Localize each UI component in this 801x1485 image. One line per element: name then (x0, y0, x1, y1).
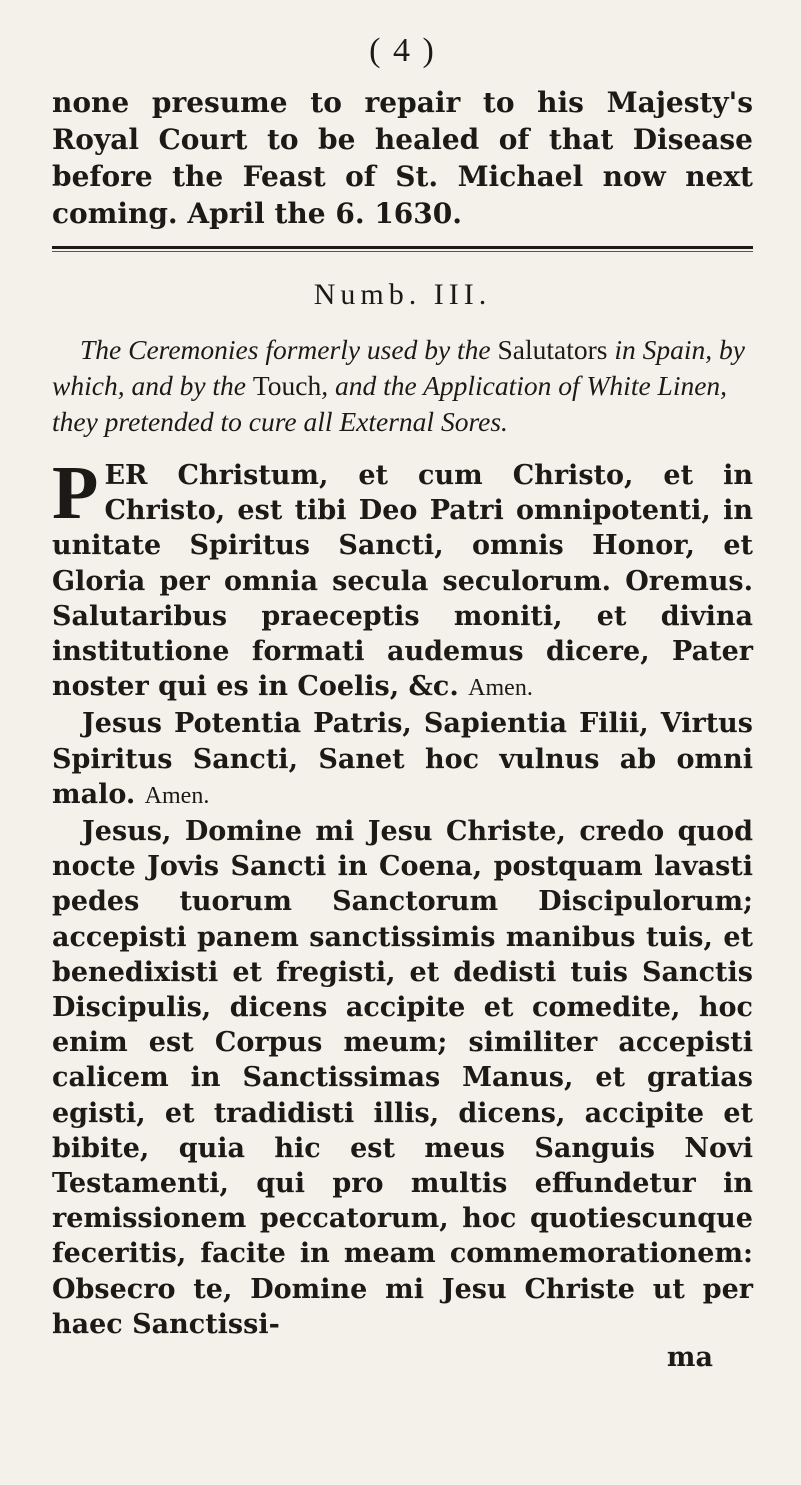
section-heading: Numb. III. (313, 278, 492, 311)
prayer-paragraph-3: Jesus, Domine mi Jesu Christe, credo quod nocte Jovis Sancti in Coena, postquam lavasti pedes tuorum Sanctorum Discipulorum; accepisti panem sanctissimis manibus tuis, et benedixisti et fregisti, et dedisti tuis Sanctis Discipulis, dicens accipite et comedite, hoc enim est Corpus meum; similiter accepisti calicem in Sanctissimas Manus, et gratias egisti, et tradidisti illis, dicens, accipite et bibite, quia hic est meus Sanguis Novi Testamenti, qui pro multis effundetur in remissionem peccatorum, hoc quotiescunque feceritis, facite in meam commemorationem: Obsecro te, Domine mi Jesu Christe ut per haec Sanctissi- (52, 816, 753, 1340)
amen-1: Amen. (468, 675, 533, 702)
section-subtitle (52, 332, 753, 440)
prayer-paragraph-2-text: Jesus Potentia Patris, Sapientia Filii, Virtus Spiritus Sancti, Sanet hoc vulnus ab omni malo. (52, 708, 753, 810)
section-divider-thin (52, 251, 753, 252)
drop-cap: P (52, 451, 99, 535)
catchword: ma (666, 1342, 713, 1374)
intro-text: none presume to repair to his Majesty's Royal Court to be healed of that Disease before the Feast of St. Michael now next coming. April the 6. 1630. (52, 86, 753, 230)
prayer-paragraph-2 (52, 706, 753, 814)
amen-2: Amen. (144, 782, 210, 809)
prayer-paragraph-1-text: ER Christum, et cum Christo, et in Christo, est tibi Deo Patri omnipotenti, in unitate Spiritus Sancti, omnis Honor, et Gloria per omnia secula seculorum. Oremus. Salutaribus praeceptis moniti, et divina institutione formati audemus dicere, Pater noster qui es in Coelis, &c. (52, 460, 753, 703)
subtitle-part-3: , and the Application of White Linen, they pretended to cure all External Sores. (52, 370, 728, 437)
subtitle-touch: Touch (252, 370, 322, 401)
subtitle-part-1: The Ceremonies formerly used by the (80, 334, 498, 365)
page-number: ( 4 ) (369, 32, 436, 69)
subtitle-salutators: Salutators (497, 334, 608, 365)
section-divider (52, 246, 753, 249)
subtitle-part-2: in Spain, by which, and by the (52, 334, 746, 401)
prayer-paragraph-1 (52, 451, 753, 706)
